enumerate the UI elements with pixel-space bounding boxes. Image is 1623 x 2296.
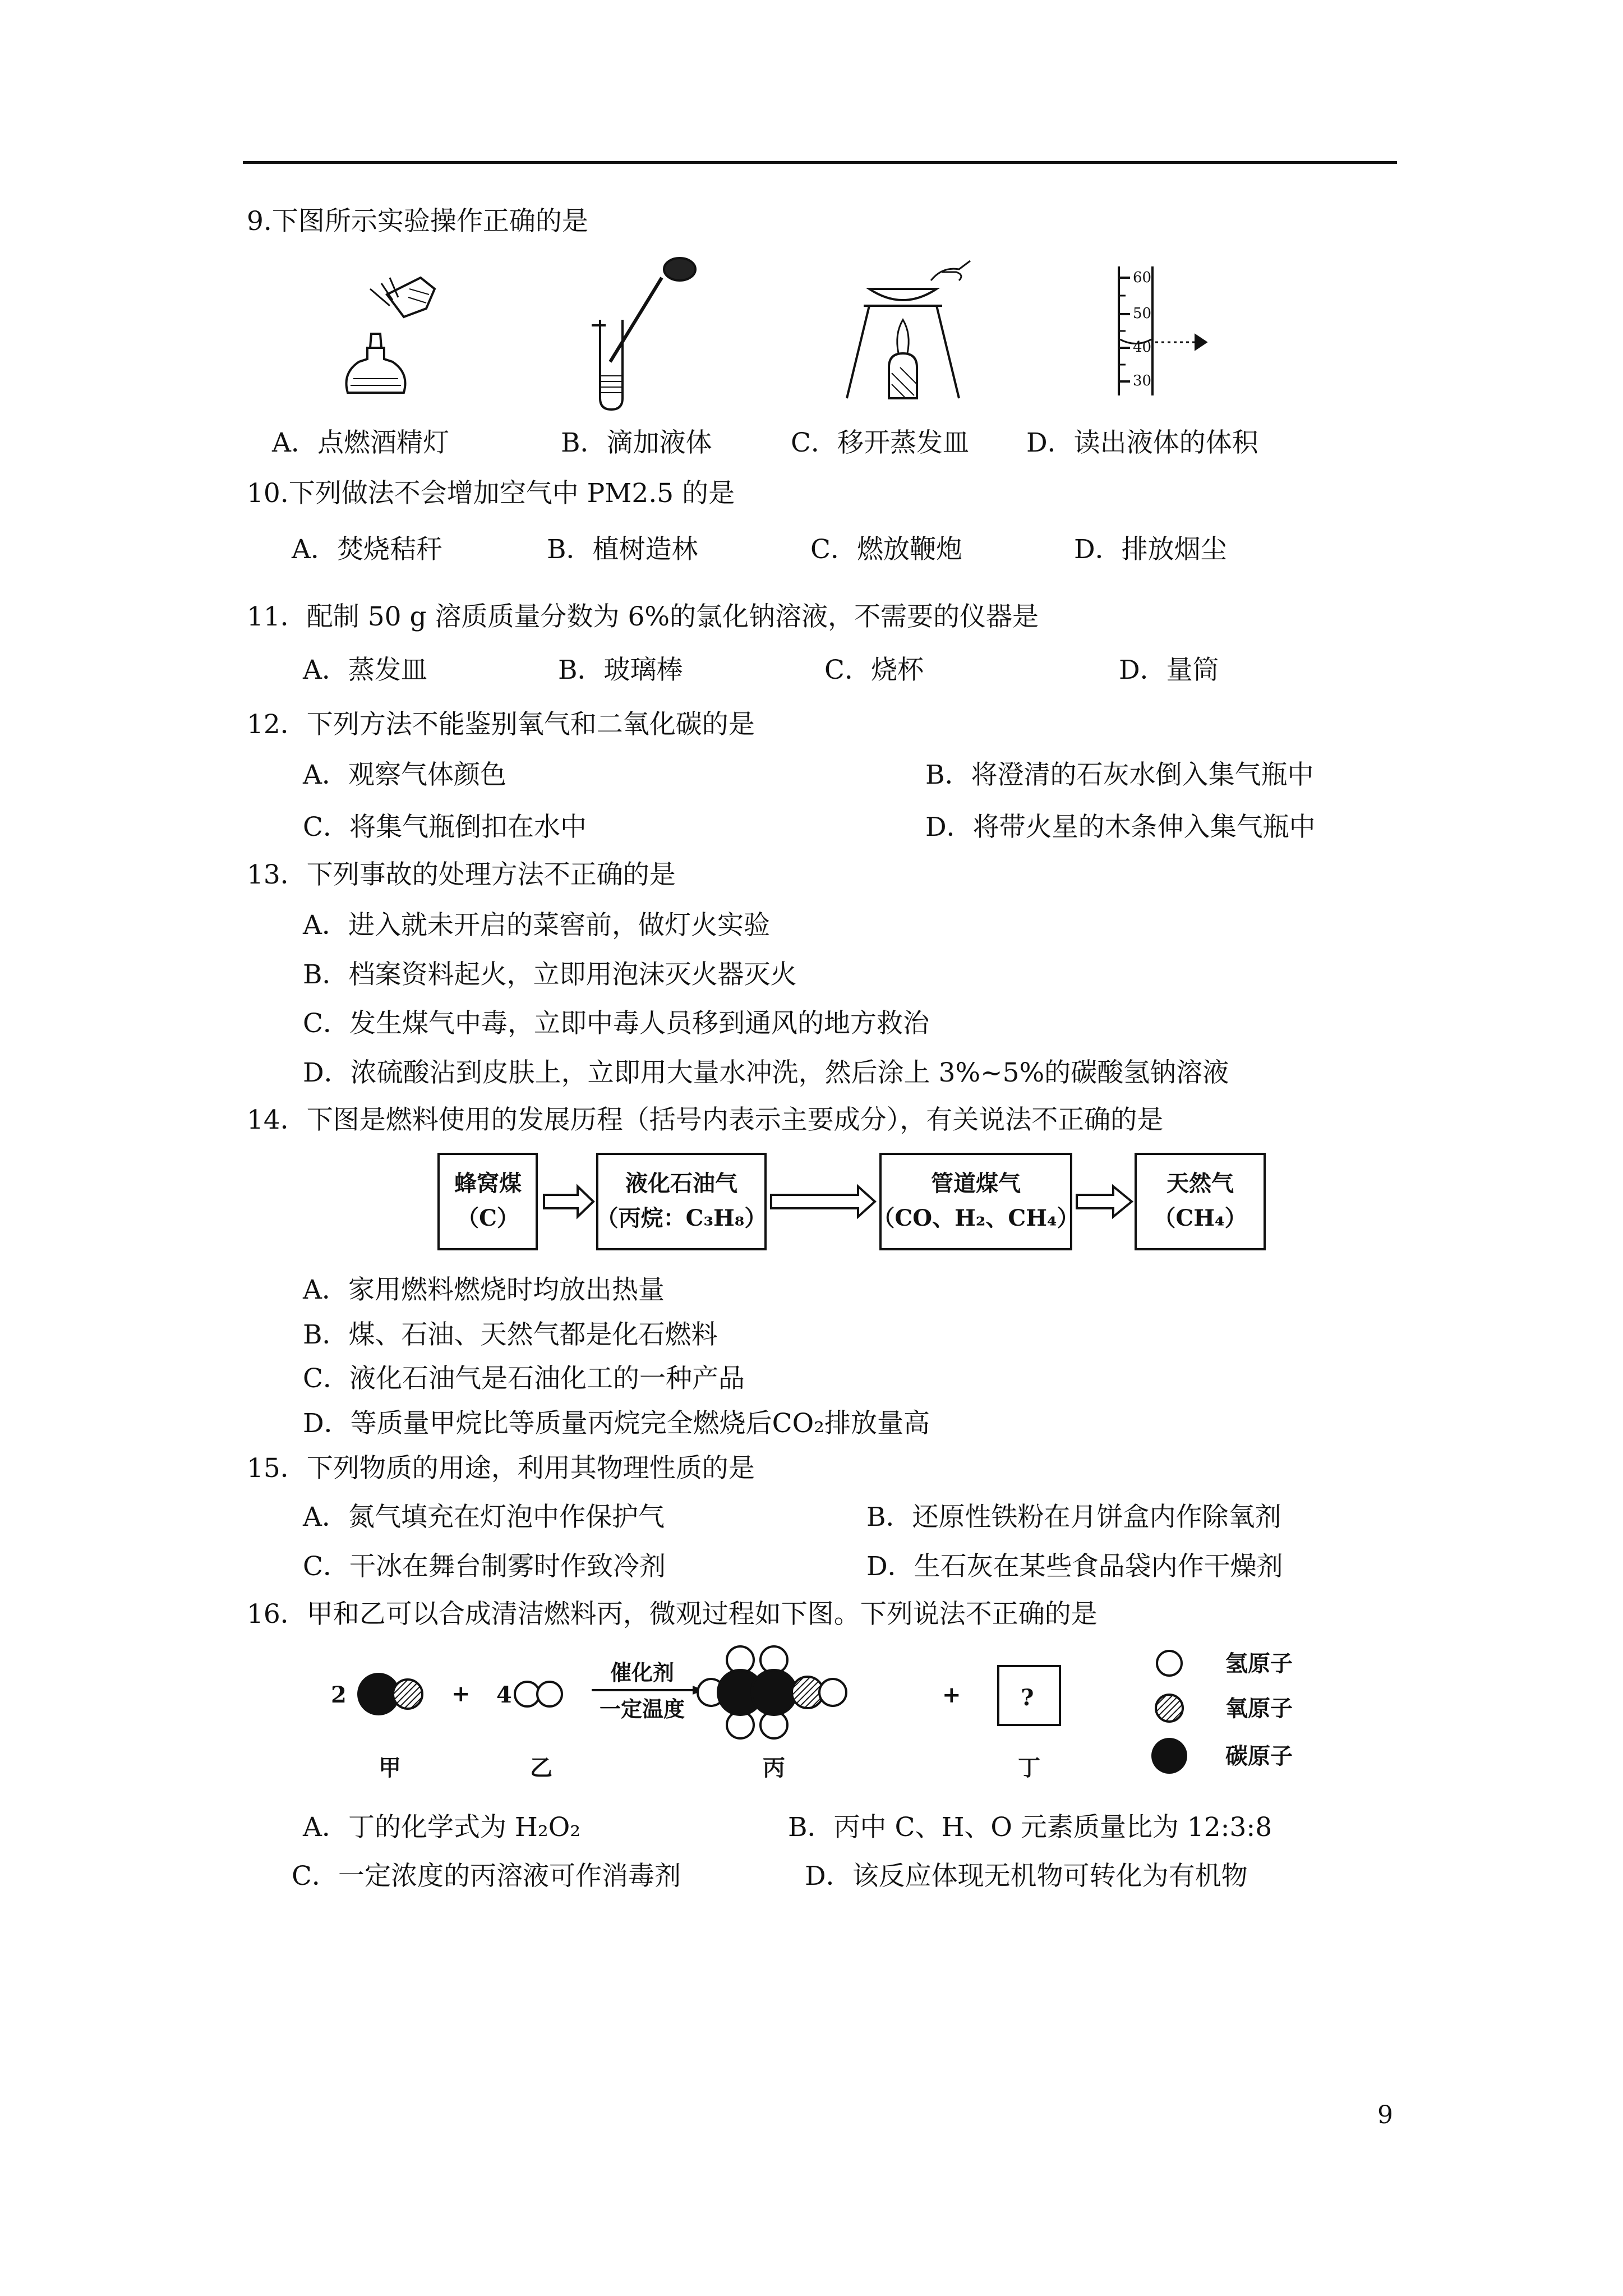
box-natural-gas bbox=[1136, 1154, 1265, 1249]
arrow-3 bbox=[1077, 1186, 1132, 1217]
condition-top: 催化剂 bbox=[610, 1660, 675, 1685]
label-jia: 甲 bbox=[379, 1755, 401, 1781]
box-1-formula: （C） bbox=[457, 1205, 519, 1231]
q9-option-b: B．滴加液体 bbox=[561, 427, 712, 458]
condition-bottom: 一定温度 bbox=[599, 1696, 685, 1722]
jia-oxygen-atom bbox=[393, 1680, 422, 1709]
coef-yi: 4 bbox=[496, 1682, 512, 1708]
yi-h-atom-1 bbox=[515, 1682, 540, 1706]
q15-stem: 15．下列物质的用途，利用其物理性质的是 bbox=[247, 1453, 755, 1484]
q11-option-d: D．量筒 bbox=[1119, 655, 1219, 685]
reaction-diagram bbox=[325, 1641, 1335, 1792]
box-1-name: 蜂窝煤 bbox=[454, 1170, 522, 1197]
box-pipeline-gas bbox=[880, 1154, 1071, 1249]
arrow-1 bbox=[544, 1186, 593, 1217]
box-honeycomb-coal bbox=[439, 1154, 537, 1249]
q10-stem: 10.下列做法不会增加空气中 PM2.5 的是 bbox=[247, 478, 735, 509]
legend-oxygen-swatch bbox=[1156, 1695, 1183, 1722]
q10-option-c: C．燃放鞭炮 bbox=[810, 534, 962, 565]
q12-stem: 12．下列方法不能鉴别氧气和二氧化碳的是 bbox=[247, 709, 755, 740]
q10-option-d: D．排放烟尘 bbox=[1074, 534, 1227, 565]
q16-option-b: B．丙中 C、H、O 元素质量比为 12:3:8 bbox=[788, 1812, 1272, 1843]
q9-option-c: C．移开蒸发皿 bbox=[791, 427, 969, 458]
label-yi: 乙 bbox=[530, 1755, 552, 1781]
page-number: 9 bbox=[1377, 2101, 1393, 2129]
q16-stem: 16．甲和乙可以合成清洁燃料丙，微观过程如下图。下列说法不正确的是 bbox=[247, 1599, 1098, 1630]
q14-stem: 14．下图是燃料使用的发展历程（括号内表示主要成分），有关说法不正确的是 bbox=[247, 1105, 1164, 1135]
q10-option-b: B．植树造林 bbox=[547, 534, 698, 565]
legend-hydrogen-swatch bbox=[1157, 1651, 1182, 1676]
q9-option-d: D．读出液体的体积 bbox=[1026, 427, 1258, 458]
q11-option-a: A．蒸发皿 bbox=[303, 655, 427, 685]
cylinder-tick-40: 40 bbox=[1133, 339, 1152, 356]
box-4-name: 天然气 bbox=[1166, 1170, 1234, 1197]
q12-option-d: D．将带火星的木条伸入集气瓶中 bbox=[925, 812, 1316, 843]
q12-option-a: A．观察气体颜色 bbox=[303, 760, 506, 790]
q15-option-b: B．还原性铁粉在月饼盒内作除氧剂 bbox=[866, 1502, 1281, 1533]
unknown-mark: ? bbox=[1021, 1685, 1034, 1711]
q14-option-a: A．家用燃料燃烧时均放出热量 bbox=[303, 1274, 665, 1305]
q10-option-a: A．焚烧秸秆 bbox=[292, 534, 442, 565]
cylinder-tick-50: 50 bbox=[1133, 305, 1152, 322]
plus-1: + bbox=[451, 1681, 471, 1707]
q13-option-d: D．浓硫酸沾到皮肤上，立即用大量水冲洗，然后涂上 3%~5%的碳酸氢钠溶液 bbox=[303, 1057, 1229, 1088]
box-2-name: 液化石油气 bbox=[625, 1170, 737, 1197]
fuel-history-diagram bbox=[437, 1153, 1267, 1254]
q11-option-c: C．烧杯 bbox=[824, 655, 924, 685]
header-rule bbox=[243, 161, 1397, 164]
cylinder-tick-60: 60 bbox=[1133, 269, 1152, 286]
q15-option-d: D．生石灰在某些食品袋内作干燥剂 bbox=[866, 1551, 1283, 1582]
legend-carbon-swatch bbox=[1151, 1738, 1187, 1774]
box-lpg bbox=[597, 1154, 766, 1249]
evaporating-dish-figure bbox=[847, 261, 970, 398]
box-3-formula: （CO、H₂、CH₄） bbox=[872, 1205, 1080, 1231]
q16-option-a: A．丁的化学式为 H₂O₂ bbox=[303, 1812, 581, 1843]
box-2-formula: （丙烷：C₃H₈） bbox=[596, 1205, 767, 1231]
coef-jia: 2 bbox=[331, 1682, 347, 1708]
alcohol-lamp-figure bbox=[347, 278, 435, 393]
graduated-cylinder-figure bbox=[1119, 266, 1206, 395]
legend-hydrogen-label: 氢原子 bbox=[1225, 1650, 1293, 1677]
arrow-2 bbox=[771, 1186, 875, 1217]
label-ding: 丁 bbox=[1018, 1755, 1040, 1781]
q12-option-b: B．将澄清的石灰水倒入集气瓶中 bbox=[925, 760, 1314, 790]
q11-option-b: B．玻璃棒 bbox=[558, 655, 683, 685]
q13-option-c: C．发生煤气中毒，立即中毒人员移到通风的地方救治 bbox=[303, 1008, 929, 1039]
q13-stem: 13．下列事故的处理方法不正确的是 bbox=[247, 859, 676, 890]
box-4-formula: （CH₄） bbox=[1153, 1205, 1247, 1231]
box-3-name: 管道煤气 bbox=[931, 1170, 1021, 1197]
q9-option-a: A．点燃酒精灯 bbox=[272, 427, 449, 458]
dropper-figure bbox=[592, 258, 695, 409]
q14-option-d: D．等质量甲烷比等质量丙烷完全燃烧后CO₂排放量高 bbox=[303, 1408, 930, 1439]
q16-option-d: D．该反应体现无机物可转化为有机物 bbox=[805, 1861, 1248, 1892]
q15-option-c: C．干冰在舞台制雾时作致冷剂 bbox=[303, 1551, 666, 1582]
yi-h-atom-2 bbox=[537, 1682, 562, 1706]
q15-option-a: A．氮气填充在灯泡中作保护气 bbox=[303, 1502, 665, 1533]
legend-carbon-label: 碳原子 bbox=[1225, 1743, 1293, 1769]
q11-stem: 11．配制 50 g 溶质质量分数为 6%的氯化钠溶液，不需要的仪器是 bbox=[247, 601, 1039, 632]
q13-option-b: B．档案资料起火，立即用泡沫灭火器灭火 bbox=[303, 959, 797, 990]
q14-option-c: C．液化石油气是石油化工的一种产品 bbox=[303, 1363, 745, 1394]
q13-option-a: A．进入就未开启的菜窖前，做灯火实验 bbox=[303, 910, 770, 941]
legend-oxygen-label: 氧原子 bbox=[1225, 1695, 1293, 1722]
q16-option-c: C．一定浓度的丙溶液可作消毒剂 bbox=[292, 1861, 681, 1892]
cylinder-tick-30: 30 bbox=[1133, 372, 1152, 389]
q14-option-b: B．煤、石油、天然气都是化石燃料 bbox=[303, 1319, 718, 1350]
q12-option-c: C．将集气瓶倒扣在水中 bbox=[303, 812, 587, 843]
q9-stem: 9.下图所示实验操作正确的是 bbox=[247, 206, 588, 237]
label-bing: 丙 bbox=[763, 1755, 785, 1781]
q9-figures bbox=[336, 255, 1290, 418]
plus-2: + bbox=[942, 1682, 961, 1708]
